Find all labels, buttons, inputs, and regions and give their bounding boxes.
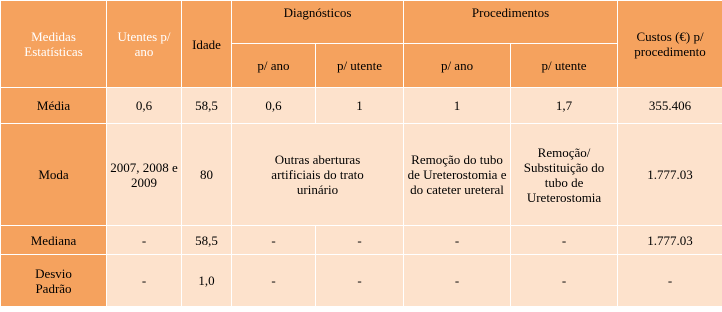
cell-proc-year: Remoção do tubo de Ureterostomia e do cateter ureteral <box>404 124 511 226</box>
cell-proc-user: Remoção/ Substituição do tubo de Ureterostomia <box>511 124 618 226</box>
cell-cost: - <box>618 255 722 307</box>
cell-proc-year: - <box>404 255 511 307</box>
cell-proc-year: - <box>404 226 511 255</box>
cell-proc-user: - <box>511 226 618 255</box>
cell-age: 1,0 <box>182 255 232 307</box>
cell-diag-merged-text: Outras aberturas artificiais do trato urinário <box>271 152 364 197</box>
header-diag-per-year: p/ ano <box>232 44 316 88</box>
cell-diag-user: 1 <box>316 88 404 124</box>
cell-age: 58,5 <box>182 226 232 255</box>
row-label <box>1 255 107 307</box>
cell-age: 58,5 <box>182 88 232 124</box>
table-row <box>1 255 722 307</box>
header-users-per-year: Utentes p/ ano <box>107 1 182 88</box>
cell-diag-year: - <box>232 255 316 307</box>
cell-diag-year: 0,6 <box>232 88 316 124</box>
cell-proc-year: 1 <box>404 88 511 124</box>
header-diag-per-user: p/ utente <box>316 44 404 88</box>
header-costs: Custos (€) p/ procedimento <box>618 1 722 88</box>
cell-diag-user: - <box>316 255 404 307</box>
header-procedures: Procedimentos <box>404 1 618 44</box>
cell-users: 0,6 <box>107 88 182 124</box>
cell-users: - <box>107 255 182 307</box>
cell-diag-merged <box>232 124 404 226</box>
table-row <box>1 124 722 226</box>
row-label-text: Desvio Padrão <box>35 265 72 296</box>
cell-users: 2007, 2008 e 2009 <box>107 124 182 226</box>
cell-cost: 355.406 <box>618 88 722 124</box>
row-label: Média <box>1 88 107 124</box>
header-row-top <box>1 1 722 44</box>
cell-proc-user: 1,7 <box>511 88 618 124</box>
cell-cost: 1.777.03 <box>618 124 722 226</box>
table-row <box>1 226 722 255</box>
header-proc-per-user: p/ utente <box>511 44 618 88</box>
cell-diag-year: - <box>232 226 316 255</box>
header-age: Idade <box>182 1 232 88</box>
row-label: Mediana <box>1 226 107 255</box>
cell-proc-user: - <box>511 255 618 307</box>
header-proc-per-year: p/ ano <box>404 44 511 88</box>
cell-users: - <box>107 226 182 255</box>
table-row <box>1 88 722 124</box>
cell-cost: 1.777.03 <box>618 226 722 255</box>
header-measures: Medidas Estatísticas <box>1 1 107 88</box>
row-label: Moda <box>1 124 107 226</box>
header-diagnoses: Diagnósticos <box>232 1 404 44</box>
cell-diag-user: - <box>316 226 404 255</box>
cell-age: 80 <box>182 124 232 226</box>
